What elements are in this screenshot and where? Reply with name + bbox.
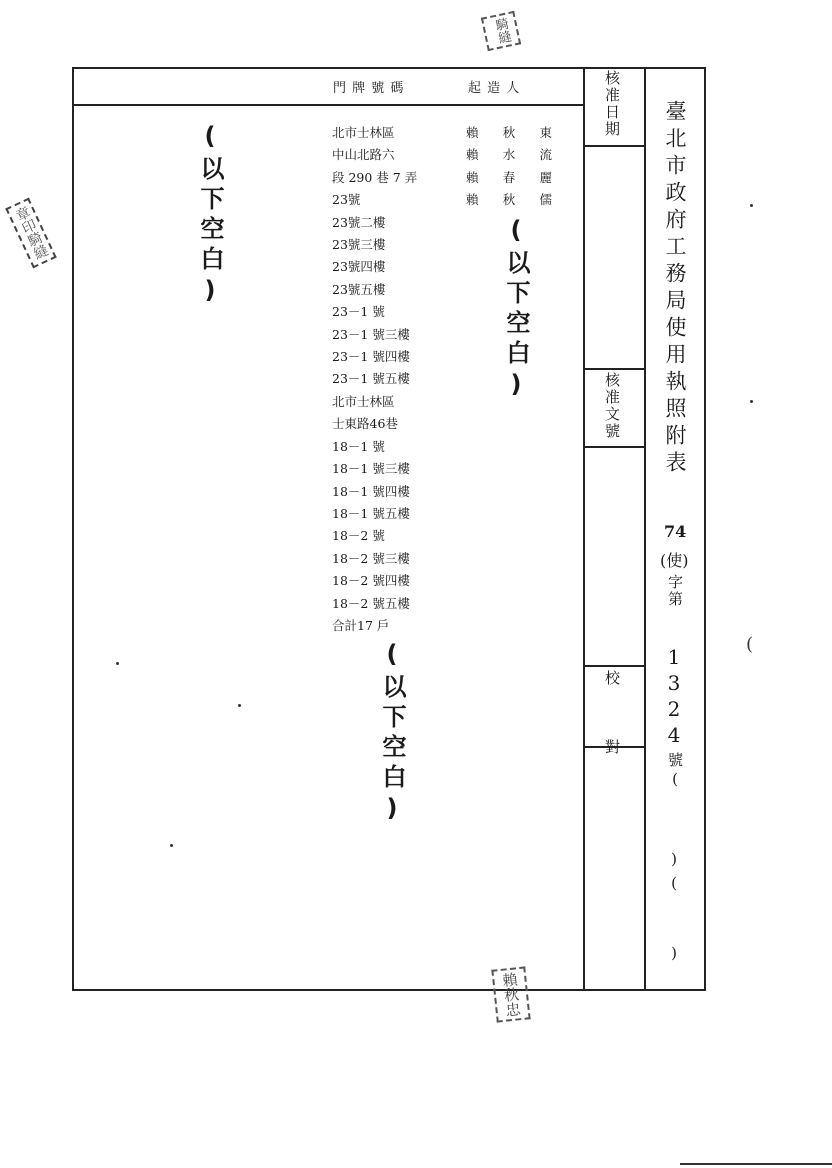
license-year: 74 [664, 522, 687, 541]
builder-name-char: 賴 [466, 192, 479, 208]
builder-name-row [466, 144, 552, 166]
builder-name-char: 秋 [502, 192, 516, 208]
scan-speck [750, 400, 753, 403]
address-row: 18－1 號五樓 [332, 505, 410, 521]
license-type: (使) [660, 551, 689, 570]
license-number: 1324 [662, 645, 686, 749]
builder-name-char: 賴 [466, 169, 479, 185]
address-row: 18－2 號四樓 [332, 573, 410, 589]
seam-seal-stamp-top: 騎縫 [481, 11, 521, 51]
bracket-a: )( [665, 850, 683, 898]
address-row: 23號五樓 [332, 281, 386, 297]
side-cell-line-2 [584, 368, 644, 370]
bracket-b: ) [665, 944, 683, 962]
blank-below-mark-left: (以下空白) [196, 122, 224, 310]
seal-stamp-bottom: 賴秋忠 [491, 966, 530, 1022]
builder-name-char: 水 [502, 147, 516, 163]
blank-below-mark-right: (以下空白) [502, 216, 530, 404]
side-cell-line-3 [584, 446, 644, 448]
builder-name-row [466, 167, 552, 189]
address-row: 段 290 巷 7 弄 [332, 169, 418, 185]
scan-speck [116, 662, 119, 665]
address-list [332, 122, 417, 637]
seam-seal-stamp-left: 章印騎縫 [5, 198, 56, 269]
builder-name-char: 秋 [502, 125, 516, 140]
builder-name-char: 東 [539, 125, 552, 140]
address-row: 23號三樓 [332, 237, 386, 253]
margin-mark: ( [746, 634, 754, 655]
address-row: 23－1 號五樓 [332, 371, 410, 387]
form-title: 臺北市政府工務局使用執照附表 [663, 100, 687, 478]
address-row: 23－1 號 [332, 304, 385, 320]
address-row: 18－2 號三樓 [332, 550, 410, 566]
scan-speck [750, 204, 753, 207]
address-row: 北市士林區 [332, 125, 395, 140]
license-suffix: 號( [666, 752, 684, 791]
builder-name-char: 麗 [539, 169, 552, 185]
address-row: 23－1 號三樓 [332, 326, 410, 342]
builder-name-char: 流 [539, 147, 552, 163]
address-row: 23－1 號四樓 [332, 349, 410, 365]
side-divider-left [583, 67, 585, 991]
address-row: 士東路46巷 [332, 416, 398, 432]
header-divider [72, 104, 584, 106]
builder-name-char: 賴 [466, 147, 479, 163]
address-row: 合計17 戶 [332, 617, 390, 633]
address-row: 23號 [332, 192, 361, 208]
address-row: 18－2 號 [332, 528, 385, 544]
blank-below-mark-bottom: (以下空白) [378, 640, 406, 828]
license-char: 字第 [666, 574, 684, 608]
builder-name-char: 賴 [466, 125, 479, 140]
address-row: 中山北路六 [332, 147, 395, 163]
doorplate-header: 門 牌 號 碼 [333, 81, 405, 96]
side-cell-line-1 [584, 145, 644, 147]
builder-header: 起 造 人 [468, 81, 521, 96]
address-row: 18－2 號五樓 [332, 595, 410, 611]
approval-date-label: 核准日期 [603, 70, 621, 138]
bottom-edge-line [680, 1163, 832, 1165]
builder-list [466, 122, 552, 212]
builder-name-char: 春 [502, 169, 516, 185]
address-row: 北市士林區 [332, 393, 395, 409]
builder-name-row [466, 189, 552, 211]
address-row: 23號二樓 [332, 214, 386, 230]
address-row: 23號四樓 [332, 259, 386, 275]
address-row: 18－1 號 [332, 438, 385, 454]
side-cell-line-4 [584, 665, 644, 667]
side-divider-right [644, 67, 646, 991]
approval-doc-label: 核准文號 [603, 372, 621, 440]
scan-speck [170, 844, 173, 847]
proofread-label: 校 對 [603, 670, 621, 772]
address-row: 18－1 號四樓 [332, 483, 410, 499]
builder-name-char: 儒 [539, 192, 552, 208]
scan-speck [238, 704, 241, 707]
address-row: 18－1 號三樓 [332, 461, 410, 477]
builder-name-row [466, 122, 552, 144]
